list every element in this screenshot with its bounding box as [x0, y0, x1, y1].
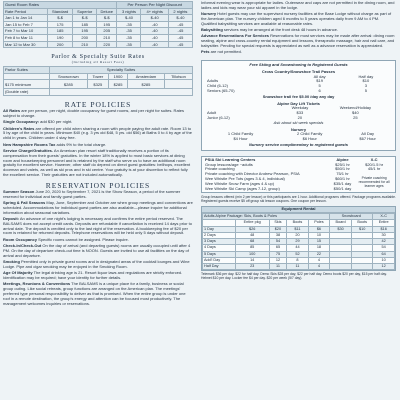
eq-cell: 4 [308, 263, 329, 269]
rate-cell: -45 [168, 21, 192, 28]
cc-label: Adults [207, 78, 219, 84]
rate-period: Jan 15 to Feb 7 [4, 21, 48, 28]
reservation-policies-list [3, 190, 193, 307]
rate-period: Feb 8 to Mar 11 [4, 34, 48, 41]
eq-group: Snowboard [330, 214, 373, 220]
parlor-header: Parlor Suites [4, 67, 50, 74]
cc-value: $10 [362, 78, 370, 84]
eq-cell: $30 [330, 226, 352, 232]
lesson-alpine: 75/1 hr [336, 171, 349, 177]
advance-paragraph: Advance Reservations For Services Reservations for most services may be made after arrival: dining room seating, alpine and cross-country rental equipment and lessons, therapeutic massage, hair and nail care, and babysitter. Pending for special requests is appreciated as well as a advance reservation is appreciated. [201, 33, 395, 48]
rate-cell: $-$ [73, 15, 97, 22]
lesson-label: Wee Whistle Pre Tots (ages 3 & 4, individual) [205, 175, 285, 181]
eq-cell: 68 [235, 239, 269, 245]
rate-cell: 185 [48, 28, 73, 35]
eq-label: 4 Days [203, 245, 236, 251]
col-header: 4+ nights [141, 8, 168, 15]
nursery-table [206, 132, 391, 142]
cc-value: 5 [318, 83, 321, 89]
rate-cell: -40 [141, 21, 168, 28]
eq-cell: 11 [269, 263, 286, 269]
eq-cell [352, 263, 373, 269]
eq-cell: 38 [269, 232, 286, 238]
discount-heading: Per Person Per Night Discount [117, 2, 193, 9]
equipment-box [201, 206, 396, 271]
rate-period: Jan 1 to Jan 14 [4, 15, 48, 22]
parlor-note: (Double rate) [4, 89, 50, 96]
lesson-label: Wee Whistle Ski Camp (ages 7-12, group) [205, 185, 280, 191]
lesson-xc: $20/1.5 hr [365, 161, 384, 167]
eq-group: Adults Alpine Package: Skis, Boots & Poles [203, 214, 330, 220]
policy-item: Room Occupancy Specific rooms cannot be assigned. Please inquire. [3, 236, 129, 242]
rate-policies-list [3, 109, 193, 178]
rate-period: Feb 7 to Mar 10 [4, 28, 48, 35]
eq-cell: 23 [235, 263, 269, 269]
eq-cell: 100 [235, 251, 269, 257]
guest-room-rates [3, 1, 193, 48]
lesson-label: Wee Whistle Snow Farm (ages 4 & up) [205, 180, 275, 186]
eq-subcol: Boots [352, 220, 373, 226]
lessons-side-note: Private coaching recommended for all learner ages [358, 175, 390, 188]
alpine-table [206, 106, 391, 120]
lessons-header: Alpine [336, 156, 349, 162]
ski-package-title: Free Skiing and Snowshoeing to Registered Guests [249, 61, 348, 67]
rates-heading: Guest Room Rates [4, 2, 117, 9]
eq-cell: $6 [308, 226, 329, 232]
right-column [198, 0, 400, 400]
alpine-value: 20 [297, 114, 303, 120]
cc-value: 3 [364, 83, 367, 89]
rate-cell: 175 [48, 21, 73, 28]
eq-cell: 18 [308, 245, 329, 251]
lessons-table [204, 158, 393, 192]
rate-cell: -45 [168, 41, 192, 48]
alpine-note: Ask about ski week specials [273, 119, 324, 125]
eq-cell: $26 [235, 226, 269, 232]
lesson-alpine: $25/1 hr [335, 161, 350, 167]
policy-item: Spring & Fall Seasons May, June, September and October are when group meetings and conventions are scheduled. Accommodations for individual guest parties are also available—please inquire for additional information about seasonal variations. [3, 199, 193, 215]
lesson-alpine: $35/1 day [333, 180, 352, 186]
policy-item: Summer Season June 20, 2020 to September 7, 2021 is the Show Season, a period of the summer reserved for individual and family guest parties. [3, 188, 181, 199]
lesson-label: Private coaching [205, 166, 235, 172]
eq-cell: $16 [373, 226, 395, 232]
policy-item: Age Of Majority The legal drinking age is 21. Resort liquor laws and regulations are strictly enforced. Identification may be required; have your identity for further details. [3, 270, 183, 281]
rate-cell: 190 [48, 34, 73, 41]
col-header: 3 nights [117, 8, 141, 15]
cc-label: Child (6-12) [207, 83, 228, 89]
lessons-box [201, 156, 396, 194]
rate-cell: $-40 [117, 15, 141, 22]
lesson-alpine: $50/1 hr [335, 166, 350, 172]
policy-item: Check-In/Check-Out On the day of arrival (and departing guests) rooms are usually occupied until after 4 PM. On the day of departure check-out time is NOON. Guests are invited to use all facilities on the day of arrival and departure. [3, 243, 191, 258]
eq-cell: 12 [373, 263, 395, 269]
alpine-title: Alpine Day Lift Tickets [277, 100, 320, 106]
eq-label: 5 Days [203, 251, 236, 257]
eq-cell: 10 [308, 232, 329, 238]
rate-policies-title: RATE POLICIES [64, 100, 132, 110]
eq-cell: 54 [269, 239, 286, 245]
eq-cell: 75 [269, 251, 286, 257]
equipment-footnote: Telemark $36 per day. $22 for half day. Demo Skis $28 per day, $22 per half day. Demo boots $20 per day, $15 per half day. Helmet $10 per day. Locker fee $4 per day. $20 per week (5/7 day). [201, 272, 387, 281]
rate-cell: $-$ [97, 15, 117, 22]
cc-col: Half day [358, 73, 374, 79]
nursery-value: $4 Hour [233, 136, 248, 142]
rate-cell: -45 [168, 28, 192, 35]
rate-period: Mar 12 to Mar 30 [4, 41, 48, 48]
suite-name: 1900 [109, 73, 128, 80]
specialty-header: Specialty Suites [50, 67, 193, 74]
eq-cell: 15 [308, 239, 329, 245]
eq-subcol: Entire [373, 220, 395, 226]
parlor-table [3, 66, 193, 96]
cc-label: Seniors (65-70) [207, 87, 235, 93]
suite-price: $285 [127, 80, 164, 89]
lesson-label: Group lessons/age ~adults [205, 161, 253, 167]
policy-item: New Hampshire Rooms Tax adds 9% to the total charge. [3, 141, 107, 147]
right-top-text [201, 1, 396, 55]
eq-cell: 11 [287, 263, 309, 269]
nursery-value: $6 Hour [302, 136, 317, 142]
babysitting-paragraph: Babysitting services may be arranged at the front desk 48 hours in advance. [201, 26, 338, 32]
dress-paragraph: Informal evening wear is appropriate for ladies. Outerwear and caps are not permitted in the dining room, and ladies and kids may wear your ski apparel in the lodge. [201, 0, 395, 10]
rate-cell: 200 [48, 41, 73, 48]
eq-cell: 14 [235, 257, 269, 263]
eq-subcol: Boots [287, 220, 309, 226]
parlor-title: Parlor & Specialty Suite Rates [51, 53, 145, 61]
rate-cell: 195 [73, 28, 97, 35]
policy-item: Single Occupancy: add $30 per night. [3, 119, 73, 125]
rate-cell: -35 [117, 41, 141, 48]
eq-cell: 52 [287, 251, 309, 257]
eq-label: 1 Day [203, 226, 236, 232]
eq-label: 3 Days [203, 239, 236, 245]
lesson-alpine: $50/1 day [333, 185, 352, 191]
eq-cell: 29 [287, 239, 309, 245]
cc-value: 6 [318, 87, 321, 93]
eq-label: Half Day [203, 263, 236, 269]
rate-cell: -40 [141, 34, 168, 41]
rate-cell: 210 [73, 41, 97, 48]
eq-cell [330, 263, 352, 269]
policy-item: Smoking Permitted only in private guest rooms and in designated areas of the cocktail lounges and Wine Lodge. Pipe and cigar smoking may be enjoyed in the Smoking Room. [3, 259, 190, 269]
eq-cell: 10 [373, 257, 395, 263]
rate-cell: -35 [117, 21, 141, 28]
eq-cell: 44 [287, 245, 309, 251]
lesson-label: Private coaching with Director Andrew Pearson, PSIA [205, 171, 300, 177]
rate-cell: -40 [141, 41, 168, 48]
rate-cell: 185 [73, 21, 97, 28]
eq-label: 2 Days [203, 232, 236, 238]
ski-package-footer: Nursery service complimentary to registered guests [249, 141, 348, 147]
parlor-suites [3, 53, 193, 96]
eq-cell: 48 [235, 232, 269, 238]
lessons-header: PSIA Ski Learning Centers [205, 156, 256, 162]
eq-group: X-C [373, 214, 395, 220]
alpine-value: $33 [296, 110, 304, 116]
lessons-note: Group lessons offered (min 2 per lesson) or this participants are 1 hour. Additional programs offered. Package programs available. Registered guests receive $5 off group ski lesson coupons. One coupon per lesson. [201, 195, 396, 204]
rate-cell: 205 [97, 28, 117, 35]
parlor-subtitle: (Including all Resort Fees) [71, 60, 125, 65]
cc-title: Cross Country/Snowshoe Trail Passes [261, 68, 336, 74]
rate-policies [3, 100, 193, 178]
col-header: Superior [73, 8, 97, 15]
eq-cell: $20 [269, 226, 286, 232]
eq-cell: 85 [235, 245, 269, 251]
eq-label: Add'l Day [203, 257, 236, 263]
rate-cell: -45 [168, 34, 192, 41]
rate-cell: 220 [97, 41, 117, 48]
eq-cell: 54 [373, 245, 395, 251]
eq-cell: 12 [269, 257, 286, 263]
policy-item: Meetings, Reunions & Conventions The BALSAMS is a unique place for a family, business or social group outing. Like social retreats, group functions are arranged on the American plan. The meetings' preferred type personal responsibility to deliver as that is promised. When the entire group is under one roof in a remote destination, the group's energy and attention can be focused most productively. The management welcomes inquiries or reservations. [3, 281, 186, 306]
nursery-paragraph: Nursery Hotel guests may use the supervised nursery facilities at the Base Lodge without charge as part of the American plan. The nursery children aged 6 months to 5 years operates daily from 9 AM to 4 PM. Qualified babysitting services are available at reasonable rates. [201, 11, 392, 26]
cc-value: $19 [316, 78, 323, 84]
cc-value: 5 [364, 87, 367, 93]
alpine-label: Junior (6-12) [207, 114, 230, 120]
rate-cell: -35 [117, 34, 141, 41]
suite-name: Snowcrown [50, 73, 87, 80]
col-header: Rate Period [4, 8, 48, 15]
eq-cell: 8 [287, 257, 309, 263]
pets-paragraph: Pets are not permitted. [201, 49, 242, 55]
alpine-value: 25 [353, 114, 358, 120]
rate-cell: 195 [97, 21, 117, 28]
suite-name: Tower [87, 73, 109, 80]
policy-item: Service Charge/Gratuities. An American plan resort staff traditionally receives a portion of its compensation from their guests' gratuities. In the winter 18% is applied to most basic services at dining room and housekeeping personnel and is retained by the staff who serve us to have an additional room gratuity for excellent service. However, other staff do depend on direct guest gratuities: bellhops, excellent doorman and valets, as well as ski pros and in ski centre. Your gratuity is at your discretion to reflect fully the excellent service. Their gratuities are not included automatically. [3, 147, 191, 177]
eq-cell: 20 [287, 232, 309, 238]
rate-cell: $-40 [141, 15, 168, 22]
eq-cell: 65 [269, 245, 286, 251]
lesson-alpine: $60/1 hr [335, 175, 350, 181]
col-header: 2 nights [168, 8, 192, 15]
eq-cell: 22 [308, 251, 329, 257]
suite-price: $325 [87, 80, 109, 89]
suite-name: Amsterdam [127, 73, 164, 80]
suite-name: Tillotson [164, 73, 192, 80]
eq-cell: 42 [373, 239, 395, 245]
eq-cell: 4 [308, 257, 329, 263]
policy-item: Children's Rates are offered per child when sharing a room with people paying the adult rate. Room 13 to 5 by age of the child in years. Minimum $40 (e.g. 3 yrs old $48, 5 yrs. old $56) at Baths 0 to 4 by age of the child in years. Children under 4 stay free. [3, 125, 192, 141]
nursery-col: All Day [361, 131, 374, 137]
nursery-col: 2 Child Family [297, 131, 323, 137]
parlor-price: $175 minimum [4, 80, 50, 89]
suite-price: $285 [109, 80, 128, 89]
rate-cell: $-40 [168, 15, 192, 22]
rate-cell: 210 [97, 34, 117, 41]
lesson-xc: 45/1 hr [367, 166, 381, 172]
rate-cell: -35 [117, 28, 141, 35]
alpine-col: Weekend/Holiday [339, 105, 372, 111]
policy-item: Deposit: An advance of one night's lodging is necessary and confirms the entire period reserved. The BALSAMS does not accept credit cards. Deposits are refundable if cancellation is received 14 days prior to arrival date. The deposit is credited only to the last night of the reservation. A bookkeeping fee of $20 per room is retained for returned deposits. Telephone reservations will be held only 5 days without deposit. [3, 215, 192, 236]
eq-cell: $11 [287, 226, 309, 232]
lessons-header: X-C [370, 156, 378, 162]
snowshoe-line: Snowshoe trail fee $5.00 /day any day [262, 93, 335, 99]
rate-cell: 200 [73, 34, 97, 41]
eq-cell: 30 [373, 232, 395, 238]
eq-cell: $10 [352, 226, 373, 232]
policy-item: All Rates are per person, per night, double occupancy for guest rooms, and per night for suites. Rates subject to change. [3, 108, 185, 118]
cc-table [206, 75, 391, 94]
rate-cell: $-$ [48, 15, 73, 22]
reservation-policies-title: RESERVATION POLICIES [45, 180, 151, 190]
alpine-col: Weekday [291, 105, 309, 111]
eq-cell: 64 [373, 251, 395, 257]
rates-table [3, 1, 193, 48]
equipment-table [202, 213, 395, 270]
nursery-title: Nursery [290, 126, 307, 132]
equipment-title: Equipment Rental [202, 207, 395, 213]
col-header: Deluxe [97, 8, 117, 15]
eq-subcol: Board [330, 220, 352, 226]
rate-cell: -40 [141, 28, 168, 35]
eq-subcol: Entire pkg [235, 220, 269, 226]
ski-package-box [201, 60, 396, 151]
col-header: Standard [48, 8, 73, 15]
alpine-label: Adult [207, 110, 217, 116]
left-column [0, 0, 196, 400]
suite-price: $285 [50, 80, 87, 89]
nursery-value: $67 Hour [359, 136, 376, 142]
nursery-col: 1 Child Family [227, 131, 254, 137]
reservation-policies [3, 181, 193, 307]
eq-subcol: Skis [269, 220, 286, 226]
alpine-value: $40 [352, 110, 359, 116]
eq-subcol: Poles [308, 220, 329, 226]
cc-col: All day [313, 73, 326, 79]
